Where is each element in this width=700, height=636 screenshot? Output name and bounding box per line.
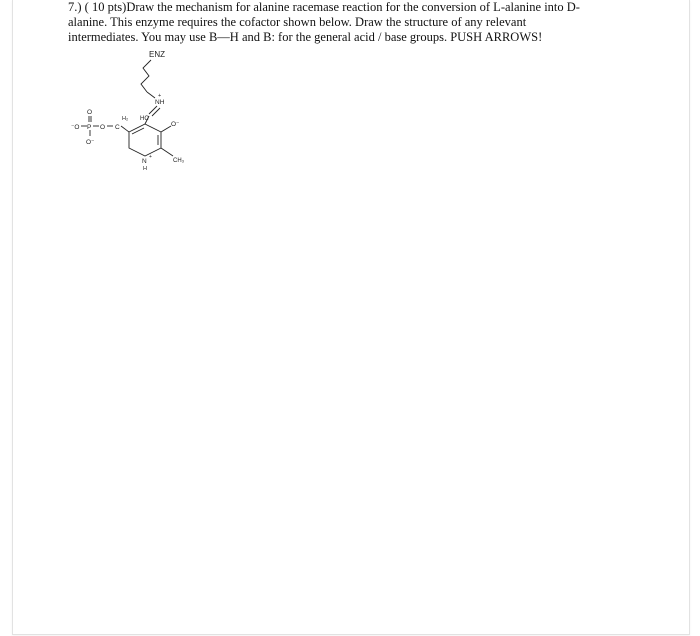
phosphate-ominus-bottom-label: O⁻ (86, 139, 95, 146)
hc-label: HC (140, 116, 149, 122)
nh-label: NH (155, 99, 165, 106)
ring-to-phenolate-bond (161, 126, 171, 132)
ester-o-label: O (100, 124, 106, 131)
methyl-label: CH₃ (173, 158, 185, 164)
chain-to-nh-bond (147, 92, 155, 98)
worksheet-page (12, 0, 690, 635)
enz-label: ENZ (149, 50, 165, 59)
phosphate-ominus-left-label: ⁻O (71, 124, 80, 131)
lysine-chain-bond (141, 60, 151, 92)
ch2-h2-label: H₂ (122, 116, 129, 122)
phenolate-o-label: O⁻ (171, 121, 180, 128)
cofactor-drawing (63, 44, 203, 174)
ring-nh-h-label: H (143, 166, 147, 172)
ch2-c-label: C (115, 124, 120, 131)
question-line-2: alanine. This enzyme requires the cofactor shown below. Draw the structure of any relevant (68, 15, 527, 30)
nh-charge-label: + (158, 93, 162, 99)
pyridine-ring (129, 124, 161, 156)
ring-n-label: N (142, 158, 147, 165)
question-line-3: intermediates. You may use B—H and B: for the general acid / base groups. PUSH ARROWS! (68, 30, 543, 45)
ring-to-ch2-bond (121, 126, 129, 132)
phosphate-o-double-label: O (87, 109, 93, 116)
ring-n-charge-label: + (149, 154, 152, 160)
ring-to-methyl-bond (161, 148, 173, 156)
question-text (68, 0, 638, 46)
question-line-1: 7.) ( 10 pts)Draw the mechanism for alanine racemase reaction for the conversion of L-alanine into D- (68, 0, 580, 14)
ring-double-bond-1 (132, 128, 144, 134)
plp-cofactor-structure (63, 44, 203, 174)
phosphorus-label: P (87, 124, 92, 131)
